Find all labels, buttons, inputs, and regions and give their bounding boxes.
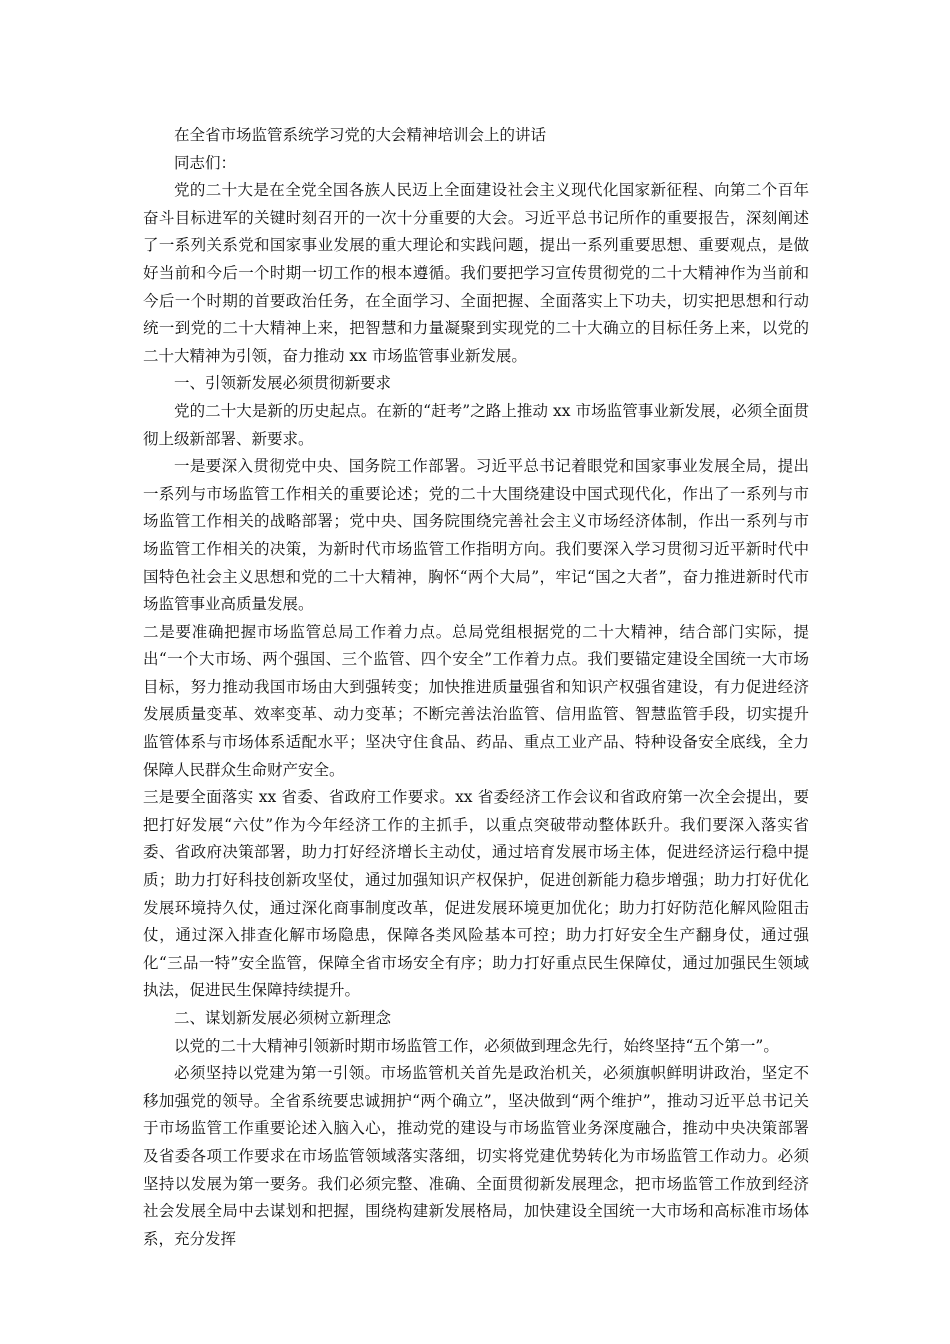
paragraph: 以党的二十大精神引领新时期市场监管工作，必须做到理念先行，始终坚持“五个第一”。: [174, 1036, 779, 1055]
paragraph: 三是要全面落实 xx 省委、省政府工作要求。xx 省委经济工作会议和省政府第一次全会提出，要把打好发展“六仗”作为今年经济工作的主抓手，以重点突破带动整体跃升。我们要深入落实省委、省政府决策部署，助力打好经济增长主动仗，通过培育发展市场主体，促进经济运行稳中提质；助力打好科技创新攻坚仗，通过加强知识产权保护，促进创新能力稳步增强；助力打好优化发展环境持久仗，通过深化商事制度改革，促进发展环境更加优化；助力打好防范化解风险阻击仗，通过深入排查化解市场隐患，保障各类风险基本可控；助力打好安全生产翻身仗，通过强化“三品一特”安全监管，保障全省市场安全有序；助力打好重点民生保障仗，通过加强民生领域执法，促进民生保障持续提升。: [143, 788, 809, 1000]
paragraph: 一是要深入贯彻党中央、国务院工作部署。习近平总书记着眼党和国家事业发展全局，提出一系列与市场监管工作相关的重要论述；党的二十大围绕建设中国式现代化，作出了一系列与市场监管工作相关的战略部署；党中央、国务院围绕完善社会主义市场经济体制，作出一系列与市场监管工作相关的决策，为新时代市场监管工作指明方向。我们要深入学习贯彻习近平新时代中国特色社会主义思想和党的二十大精神，胸怀“两个大局”，牢记“国之大者”，奋力推进新时代市场监管事业高质量发展。: [143, 457, 809, 614]
salutation: 同志们：: [174, 153, 237, 172]
paragraph: 二、谋划新发展必须树立新理念: [174, 1009, 392, 1027]
paragraph: 党的二十大是新的历史起点。在新的“赶考”之路上推动 xx 市场监管事业新发展，必须全面贯彻上级新部署、新要求。: [143, 401, 809, 448]
paragraph: 党的二十大是在全党全国各族人民迈上全面建设社会主义现代化国家新征程、向第二个百年奋斗目标进军的关键时刻召开的一次十分重要的大会。习近平总书记所作的重要报告，深刻阐述了一系列关系党和国家事业发展的重大理论和实践问题，提出一系列重要思想、重要观点，是做好当前和今后一个时期一切工作的根本遵循。我们要把学习宣传贯彻党的二十大精神作为当前和今后一个时期的首要政治任务，在全面学习、全面把握、全面落实上下功夫，切实把思想和行动统一到党的二十大精神上来，把智慧和力量凝聚到实现党的二十大确立的目标任务上来，以党的二十大精神为引领，奋力推动 xx 市场监管事业新发展。: [143, 181, 809, 365]
document-body: [143, 122, 809, 1253]
paragraph: 一、引领新发展必须贯彻新要求: [174, 374, 392, 393]
paragraph-list: [143, 177, 809, 1253]
paragraph: 二是要准确把握市场监管总局工作着力点。总局党组根据党的二十大精神，结合部门实际，提出“一个大市场、两个强国、三个监管、四个安全”工作着力点。我们要锚定建设全国统一大市场目标，努力推动我国市场由大到强转变；加快推进质量强省和知识产权强省建设，有力促进经济发展质量变革、效率变革、动力变革；不断完善法治监管、信用监管、智慧监管手段，切实提升监管体系与市场体系适配水平；坚决守住食品、药品、重点工业产品、特种设备安全底线，全力保障人民群众生命财产安全。: [143, 622, 809, 779]
paragraph: 必须坚持以党建为第一引领。市场监管机关首先是政治机关，必须旗帜鲜明讲政治，坚定不移加强党的领导。全省系统要忠诚拥护“两个确立”，坚决做到“两个维护”，推动习近平总书记关于市场监管工作重要论述入脑入心，推动党的建设与市场监管业务深度融合，推动中央决策部署及省委各项工作要求在市场监管领域落实落细，切实将党建优势转化为市场监管工作动力。必须坚持以发展为第一要务。我们必须完整、准确、全面贯彻新发展理念，把市场监管工作放到经济社会发展全局中去谋划和把握，围绕构建新发展格局，加快建设全国统一大市场和高标准市场体系，充分发挥: [143, 1064, 809, 1248]
document-title: 在全省市场监管系统学习党的大会精神培训会上的讲话: [174, 126, 547, 144]
